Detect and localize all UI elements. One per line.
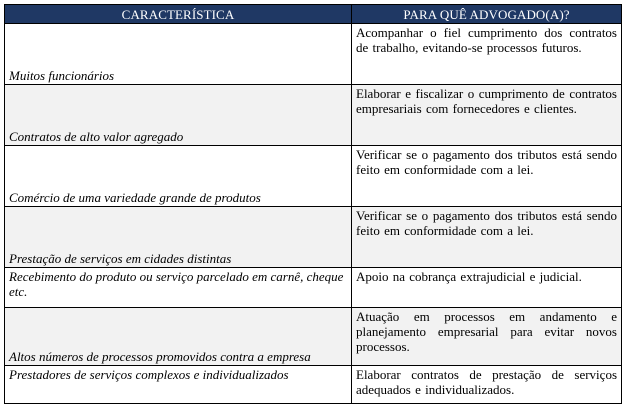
table-row: [5, 268, 622, 308]
characteristic-cell: Prestadores de serviços complexos e individualizados: [5, 366, 352, 404]
characteristics-table: [4, 4, 622, 404]
header-why-lawyer: PARA QUÊ ADVOGADO(A)?: [352, 5, 622, 24]
characteristic-cell: Contratos de alto valor agregado: [5, 85, 352, 146]
header-characteristic: CARACTERÍSTICA: [5, 5, 352, 24]
characteristic-cell: Comércio de uma variedade grande de produtos: [5, 146, 352, 207]
reason-cell: Apoio na cobrança extrajudicial e judicial.: [352, 268, 622, 308]
characteristic-cell: Prestação de serviços em cidades distintas: [5, 207, 352, 268]
table-row: [5, 207, 622, 268]
table-row: [5, 85, 622, 146]
reason-cell: Acompanhar o fiel cumprimento dos contratos de trabalho, evitando-se processos futuros.: [352, 24, 622, 85]
table-row: [5, 146, 622, 207]
reason-cell: Atuação em processos em andamento e planejamento empresarial para evitar novos processos.: [352, 308, 622, 366]
table-row: [5, 308, 622, 366]
reason-cell: Elaborar contratos de prestação de serviços adequados e individualizados.: [352, 366, 622, 404]
reason-cell: Verificar se o pagamento dos tributos está sendo feito em conformidade com a lei.: [352, 146, 622, 207]
reason-cell: Elaborar e fiscalizar o cumprimento de contratos empresariais com fornecedores e clientes.: [352, 85, 622, 146]
table-row: [5, 24, 622, 85]
header-row: [5, 5, 622, 24]
characteristic-cell: Altos números de processos promovidos contra a empresa: [5, 308, 352, 366]
characteristic-cell: Recebimento do produto ou serviço parcelado em carnê, cheque etc.: [5, 268, 352, 308]
characteristic-cell: Muitos funcionários: [5, 24, 352, 85]
reason-cell: Verificar se o pagamento dos tributos está sendo feito em conformidade com a lei.: [352, 207, 622, 268]
table-row: [5, 366, 622, 404]
